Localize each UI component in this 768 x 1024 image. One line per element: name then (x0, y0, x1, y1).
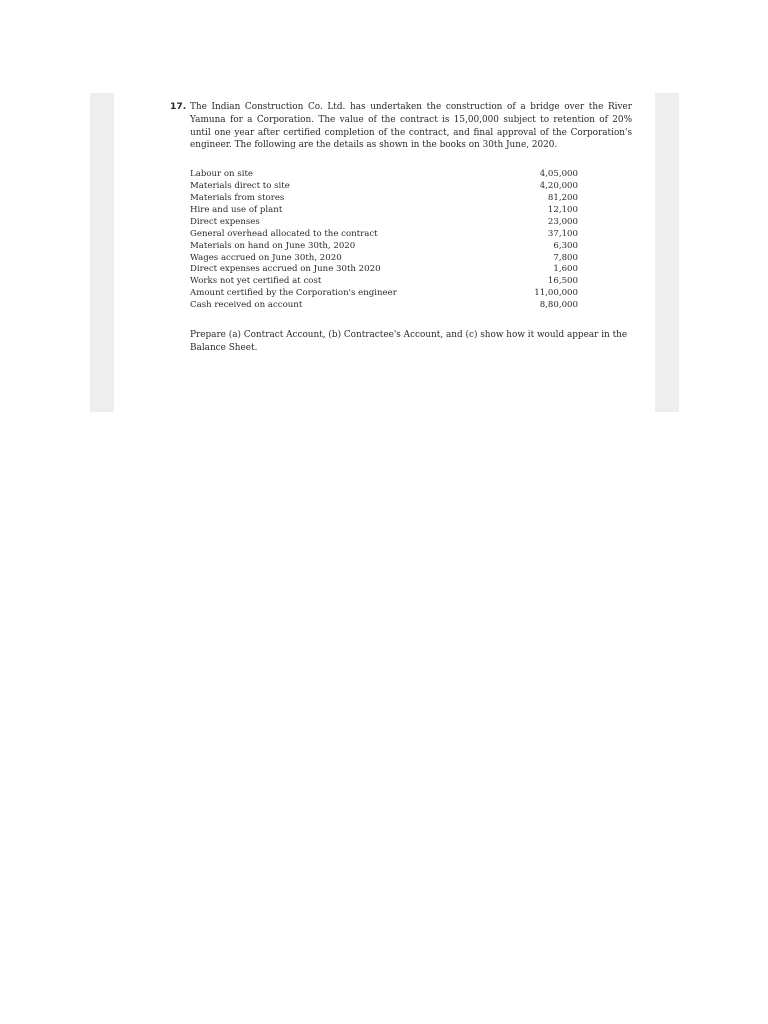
detail-amount: 6,300 (553, 240, 578, 251)
detail-amount: 1,600 (553, 264, 578, 275)
detail-label: Labour on site (190, 169, 254, 180)
question-number: 17. (170, 101, 187, 112)
left-margin-strip (90, 93, 114, 412)
detail-label: General overhead allocated to the contract (190, 228, 378, 239)
detail-amount: 4,20,000 (539, 181, 578, 192)
detail-label: Hire and use of plant (190, 204, 283, 215)
detail-amount: 12,100 (547, 204, 578, 215)
detail-label: Direct expenses (190, 216, 260, 227)
detail-row (190, 229, 578, 241)
detail-row (190, 300, 578, 312)
question-paragraph (170, 101, 632, 152)
instruction-text: Prepare (a) Contract Account, (b) Contractee's Account, and (c) show how it would appear in the Balance Sheet. (190, 330, 628, 353)
detail-label: Materials from stores (190, 193, 285, 203)
detail-label: Cash received on account (190, 300, 303, 311)
detail-row (190, 288, 578, 300)
question-block (170, 101, 632, 355)
detail-row (190, 193, 578, 205)
detail-label: Works not yet certified at cost (190, 276, 322, 287)
detail-amount: 11,00,000 (534, 288, 578, 299)
detail-amount: 81,200 (547, 193, 578, 203)
detail-amount: 37,100 (547, 228, 578, 239)
detail-label: Materials direct to site (190, 181, 290, 192)
detail-label: Amount certified by the Corporation's engineer (190, 288, 397, 299)
detail-amount: 7,800 (553, 252, 578, 263)
detail-amount: 23,000 (547, 216, 578, 227)
detail-row (190, 205, 578, 217)
detail-row (190, 264, 578, 276)
detail-row (190, 181, 578, 193)
right-margin-strip (655, 93, 679, 412)
detail-amount: 4,05,000 (539, 169, 578, 180)
detail-label: Wages accrued on June 30th, 2020 (190, 252, 342, 263)
detail-row (190, 241, 578, 253)
detail-amount: 8,80,000 (539, 300, 578, 311)
detail-label: Materials on hand on June 30th, 2020 (190, 240, 356, 251)
detail-row (190, 217, 578, 229)
question-text: The Indian Construction Co. Ltd. has undertaken the construction of a bridge over the River Yamuna for a Corporation. The value of the contract is 15,00,000 subject to retention of 20% until one year after certified completion of the contract, and final approval of the Corporation's engineer. The following are the details as shown in the books on 30th June, 2020. (190, 102, 632, 151)
detail-amount: 16,500 (547, 276, 578, 287)
detail-row (190, 169, 578, 181)
detail-row (190, 253, 578, 265)
detail-label: Direct expenses accrued on June 30th 2020 (190, 264, 381, 275)
detail-row (190, 276, 578, 288)
contract-details-table (190, 169, 578, 312)
